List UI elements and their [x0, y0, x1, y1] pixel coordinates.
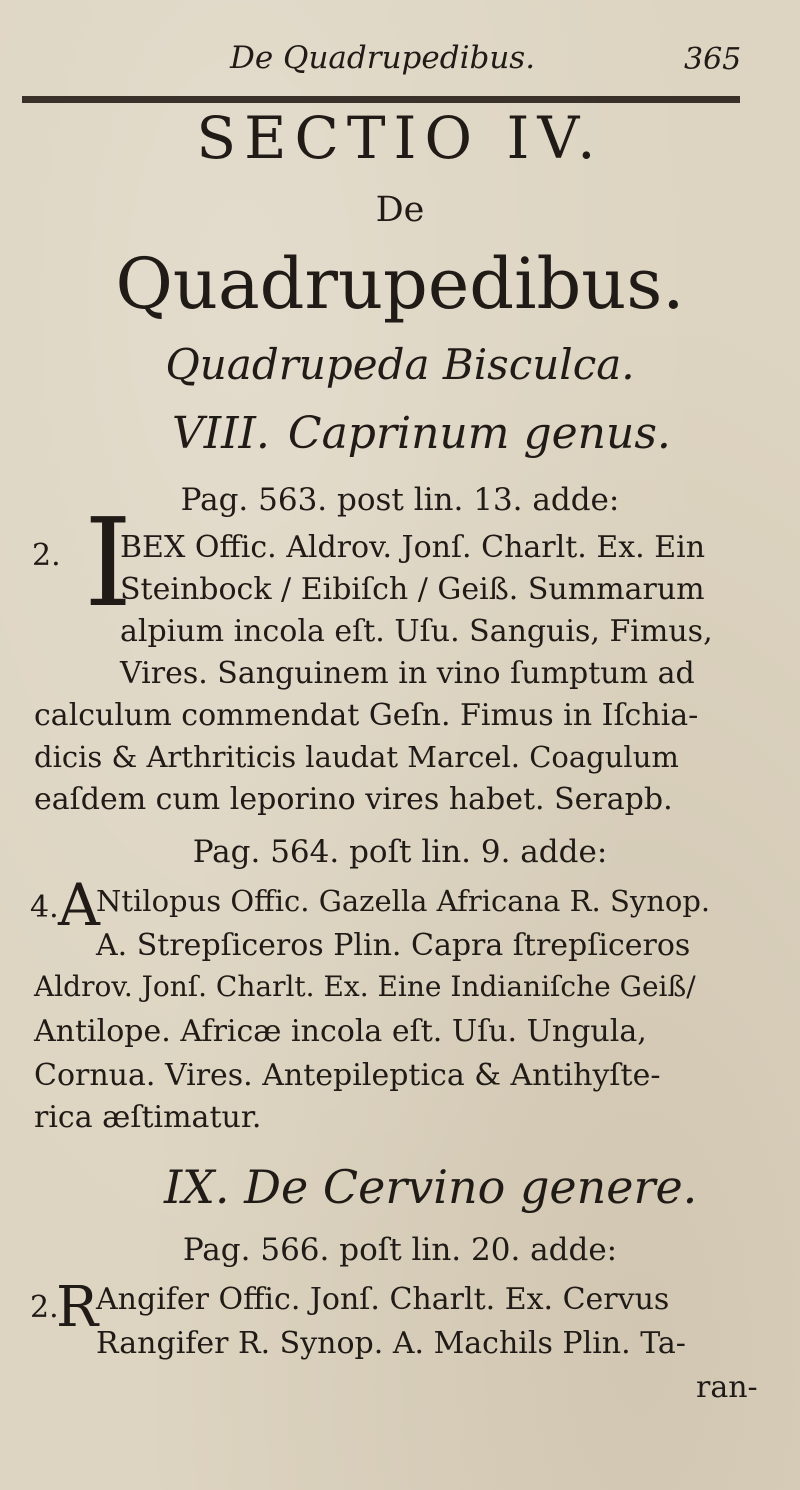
- drop-cap-r: R: [56, 1275, 99, 1340]
- genus-title: Caprinum genus.: [287, 408, 671, 459]
- entry2-line-6: rica æſtimatur.: [34, 1100, 262, 1135]
- genus-ix-numeral: IX.: [164, 1160, 230, 1214]
- entry2-line-1: Ntilopus Offic. Gazella Africana R. Synop.: [96, 884, 711, 918]
- heading-de: De: [375, 190, 425, 230]
- drop-cap-a: A: [58, 871, 100, 939]
- entry1-line-4: Vires. Sanguinem in vino ſumptum ad: [120, 656, 695, 691]
- entry-number-2: 4.: [30, 890, 59, 925]
- entry1-line-6: dicis & Arthriticis laudat Marcel. Coagulum: [34, 740, 679, 774]
- entry1-line-7: eaſdem cum leporino vires habet. Serapb.: [34, 782, 673, 817]
- genus-ix-title: De Cervino genere.: [244, 1160, 698, 1214]
- entry1-line-1: BEX Offic. Aldrov. Jonſ. Charlt. Ex. Ein: [120, 530, 706, 565]
- entry3-line-1: Angifer Offic. Jonſ. Charlt. Ex. Cervus: [96, 1282, 670, 1317]
- drop-cap-i: I: [84, 492, 133, 634]
- subheading: Quadrupeda Bisculca.: [165, 340, 635, 389]
- page-number: 365: [684, 42, 742, 77]
- entry2-line-5: Cornua. Vires. Antepileptica & Antihyſte-: [34, 1058, 661, 1093]
- page-reference-3: Pag. 566. poſt lin. 20. adde:: [182, 1232, 618, 1268]
- entry3-line-2: Rangifer R. Synop. A. Machils Plin. Ta-: [96, 1326, 686, 1361]
- main-heading: Quadrupedibus.: [115, 243, 685, 325]
- entry2-line-3: Aldrov. Jonſ. Charlt. Ex. Eine Indianiſche Geiß/: [34, 970, 696, 1003]
- running-title: De Quadrupedibus.: [230, 40, 536, 76]
- entry-number-3: 2.: [30, 1290, 59, 1325]
- entry-number-1: 2.: [32, 538, 61, 573]
- entry1-line-3: alpium incola eſt. Uſu. Sanguis, Fimus,: [120, 614, 713, 649]
- entry2-line-2: A. Strepſiceros Plin. Capra ſtrepſiceros: [96, 928, 691, 963]
- entry1-line-2: Steinbock / Eibiſch / Geiß. Summarum: [120, 572, 705, 607]
- genus-numeral: VIII.: [172, 408, 270, 459]
- header-rule: [22, 96, 740, 103]
- entry3-line-3: ran-: [696, 1370, 758, 1405]
- genus-heading-ix: [164, 1160, 697, 1214]
- page-reference-2: Pag. 564. poſt lin. 9. adde:: [192, 834, 608, 870]
- page-reference-1: Pag. 563. post lin. 13. adde:: [180, 482, 620, 518]
- section-heading: SECTIO IV.: [196, 104, 604, 172]
- entry1-line-5: calculum commendat Geſn. Fimus in Iſchia-: [34, 698, 699, 733]
- entry2-line-4: Antilope. Africæ incola eſt. Uſu. Ungula,: [34, 1014, 647, 1049]
- genus-heading: [172, 408, 671, 459]
